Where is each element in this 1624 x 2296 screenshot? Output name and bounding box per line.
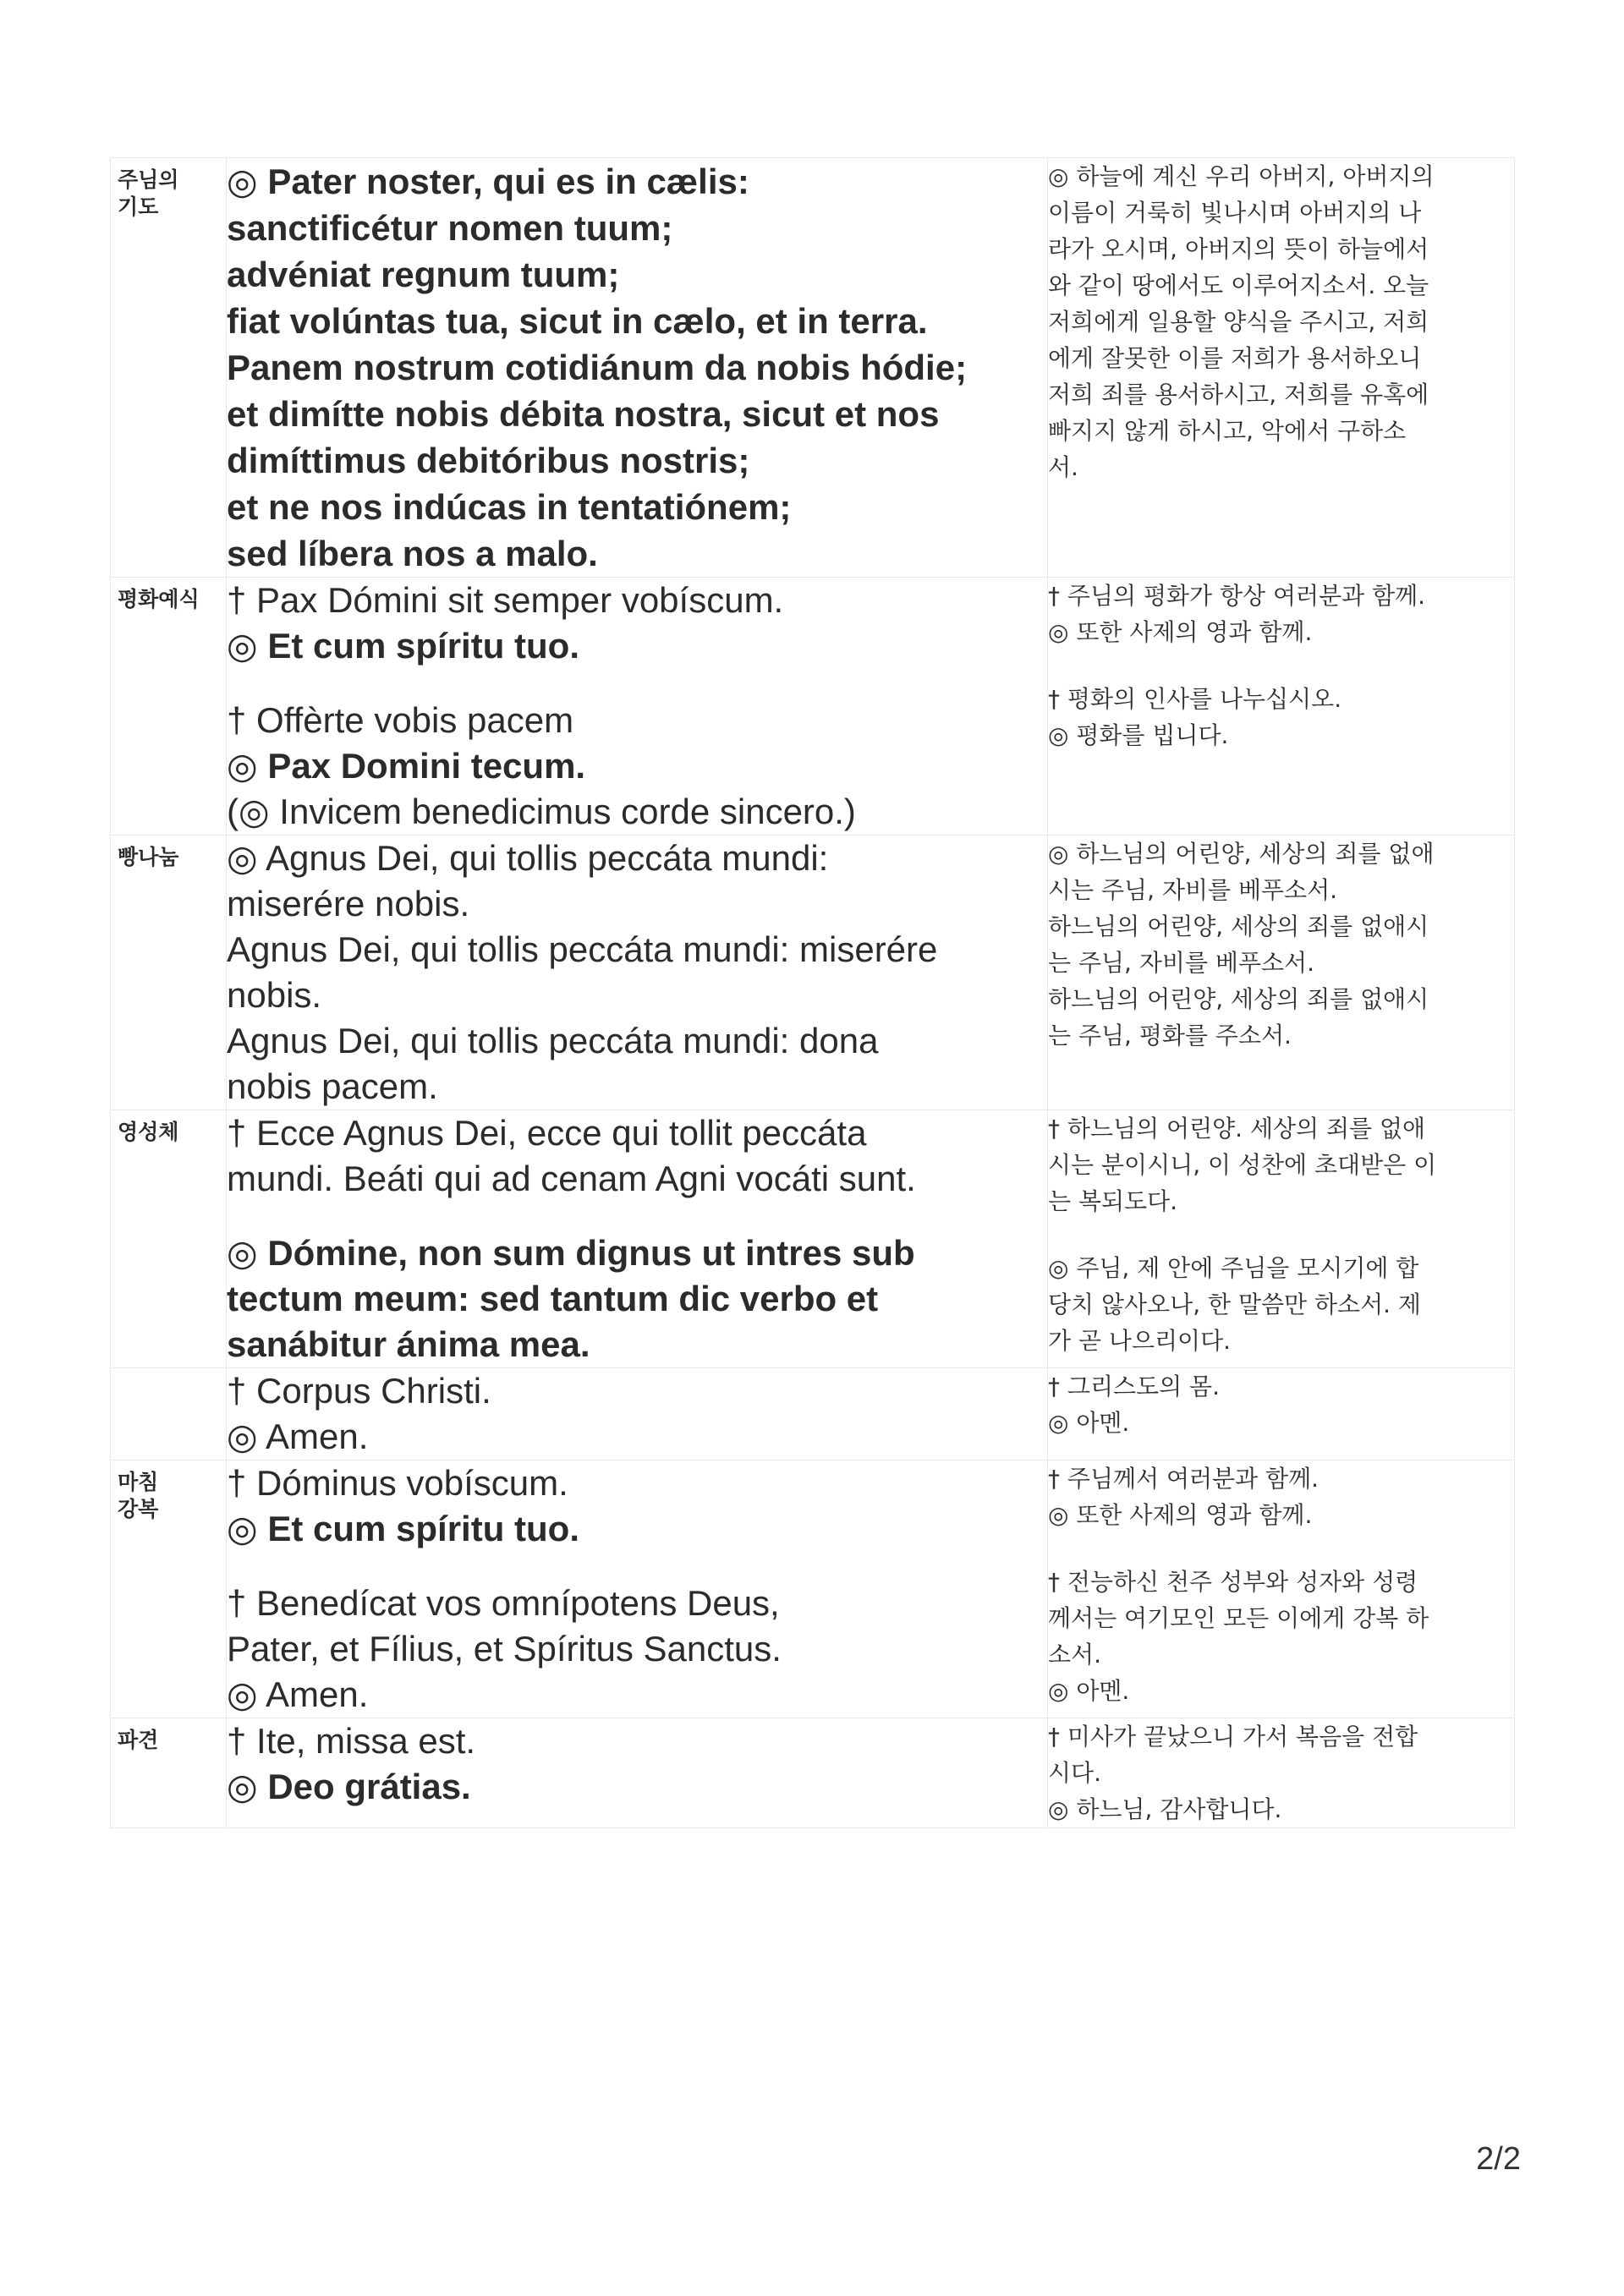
section-label-cell bbox=[111, 1368, 227, 1460]
latin-block bbox=[227, 836, 1047, 1110]
section-label-cell bbox=[111, 836, 227, 1110]
latin-block bbox=[227, 1718, 1047, 1810]
latin-text: ◎ Pater noster, qui es in cælis: sanctificétur nomen tuum; advéniat regnum tuum; fiat volúntas tua, sicut in cælo, et in terra. Panem nostrum cotidiánum da nobis hódie; et dimítte nobis débita nostra, sicut et nos dimíttimus debitóribus nostris; et ne nos indúcas in tentatiónem; sed líbera nos a malo. bbox=[227, 162, 968, 573]
liturgy-row bbox=[111, 1718, 1515, 1828]
section-label-cell bbox=[111, 1718, 227, 1828]
latin-text-cell bbox=[227, 1368, 1048, 1460]
section-label: 마침 강복 bbox=[118, 1470, 159, 1521]
latin-block bbox=[227, 1460, 1047, 1552]
priest-line: † Dóminus vobíscum. bbox=[227, 1463, 568, 1503]
latin-block bbox=[227, 1368, 1047, 1460]
section-label: 빵나눔 bbox=[118, 845, 179, 869]
section-label-cell bbox=[111, 1110, 227, 1368]
korean-text-cell bbox=[1048, 836, 1515, 1110]
korean-text-cell bbox=[1048, 578, 1515, 836]
liturgy-row bbox=[111, 158, 1515, 578]
korean-text: ◎ 하느님의 어린양, 세상의 죄를 없애 시는 주님, 자비를 베푸소서. 하느님의 어린양, 세상의 죄를 없애시 는 주님, 자비를 베푸소서. 하느님의 어린양, 세상의 죄를 없애시 는 주님, 평화를 주소서. bbox=[1048, 840, 1435, 1049]
liturgy-row bbox=[111, 836, 1515, 1110]
liturgy-row bbox=[111, 578, 1515, 836]
latin-text-cell bbox=[227, 1718, 1048, 1828]
korean-text-cell bbox=[1048, 1718, 1515, 1828]
section-label-cell bbox=[111, 578, 227, 836]
latin-text-cell bbox=[227, 1460, 1048, 1718]
korean-text-cell bbox=[1048, 1110, 1515, 1368]
latin-text-cell bbox=[227, 158, 1048, 578]
latin-text: † Corpus Christi. ◎ Amen. bbox=[227, 1371, 491, 1456]
korean-text: ◎ 주님, 제 안에 주님을 모시기에 합 당치 않사오나, 한 말씀만 하소서. 제 가 곧 나으리이다. bbox=[1048, 1254, 1421, 1355]
korean-text: ◎ 하늘에 계신 우리 아버지, 아버지의 이름이 거룩히 빛나시며 아버지의 나 라가 오시며, 아버지의 뜻이 하늘에서 와 같이 땅에서도 이루어지소서. 오늘 저희에게 일용할 양식을 주시고, 저희 에게 잘못한 이를 저희가 용서하오니 저희 죄를 용서하시고, 저희를 유혹에 빠지지 않게 하시고, 악에서 구하소 서. bbox=[1048, 162, 1435, 481]
page-number: 2/2 bbox=[1476, 2141, 1521, 2177]
section-label: 파견 bbox=[118, 1728, 159, 1752]
priest-line: (◎ Invicem benedicimus corde sincero.) bbox=[227, 792, 856, 831]
latin-block bbox=[227, 1230, 1047, 1367]
people-response: ◎ Pax Domini tecum. bbox=[227, 746, 586, 786]
latin-text: † Ecce Agnus Dei, ecce qui tollit peccáta mundi. Beáti qui ad cenam Agni vocáti sunt. bbox=[227, 1113, 916, 1198]
section-label bbox=[111, 1368, 226, 1377]
people-response: ◎ Et cum spíritu tuo. bbox=[227, 626, 579, 666]
section-label: 주님의 기도 bbox=[118, 167, 179, 219]
priest-line: † Offèrte vobis pacem bbox=[227, 700, 574, 740]
latin-block bbox=[227, 698, 1047, 835]
priest-line: † Pax Dómini sit semper vobíscum. bbox=[227, 580, 784, 620]
korean-text: † 주님의 평화가 항상 여러분과 함께. ◎ 또한 사제의 영과 함께. bbox=[1048, 582, 1426, 646]
latin-text-cell bbox=[227, 578, 1048, 836]
liturgy-rows bbox=[111, 158, 1515, 1828]
korean-text: † 하느님의 어린양. 세상의 죄를 없애 시는 분이시니, 이 성찬에 초대받은 이 는 복되도다. bbox=[1048, 1115, 1437, 1215]
liturgy-row bbox=[111, 1460, 1515, 1718]
latin-text: ◎ Dómine, non sum dignus ut intres sub tectum meum: sed tantum dic verbo et sanábitur ánima mea. bbox=[227, 1233, 915, 1364]
section-label-cell bbox=[111, 1460, 227, 1718]
korean-text: † 평화의 인사를 나누십시오. ◎ 평화를 빕니다. bbox=[1048, 685, 1342, 749]
korean-text-cell bbox=[1048, 158, 1515, 578]
korean-text: † 주님께서 여러분과 함께. ◎ 또한 사제의 영과 함께. bbox=[1048, 1465, 1320, 1529]
liturgy-row bbox=[111, 1368, 1515, 1460]
latin-text: † Benedícat vos omnípotens Deus, Pater, et Fílius, et Spíritus Sanctus. ◎ Amen. bbox=[227, 1583, 782, 1714]
korean-text-cell bbox=[1048, 1460, 1515, 1718]
latin-block bbox=[227, 1581, 1047, 1718]
latin-block bbox=[227, 578, 1047, 669]
latin-text-cell bbox=[227, 1110, 1048, 1368]
liturgy-row bbox=[111, 1110, 1515, 1368]
korean-text: † 미사가 끝났으니 가서 복음을 전합 시다. ◎ 하느님, 감사합니다. bbox=[1048, 1723, 1418, 1823]
latin-block bbox=[227, 158, 1047, 577]
section-label-cell bbox=[111, 158, 227, 578]
latin-block bbox=[227, 1110, 1047, 1202]
korean-text-cell bbox=[1048, 1368, 1515, 1460]
latin-text-cell bbox=[227, 836, 1048, 1110]
liturgy-table bbox=[110, 157, 1515, 1828]
korean-text: † 그리스도의 몸. ◎ 아멘. bbox=[1048, 1373, 1220, 1437]
people-response: ◎ Et cum spíritu tuo. bbox=[227, 1509, 579, 1548]
section-label: 영성체 bbox=[118, 1120, 179, 1144]
people-response: ◎ Deo grátias. bbox=[227, 1767, 471, 1806]
korean-text: † 전능하신 천주 성부와 성자와 성령 께서는 여기모인 모든 이에게 강복 하 소서. ◎ 아멘. bbox=[1048, 1568, 1429, 1705]
section-label: 평화예식 bbox=[118, 587, 200, 611]
priest-line: † Ite, missa est. bbox=[227, 1721, 476, 1761]
latin-text: ◎ Agnus Dei, qui tollis peccáta mundi: miserére nobis. Agnus Dei, qui tollis peccáta mundi: miserére nobis. Agnus Dei, qui tollis peccáta mundi: dona nobis pacem. bbox=[227, 838, 938, 1106]
